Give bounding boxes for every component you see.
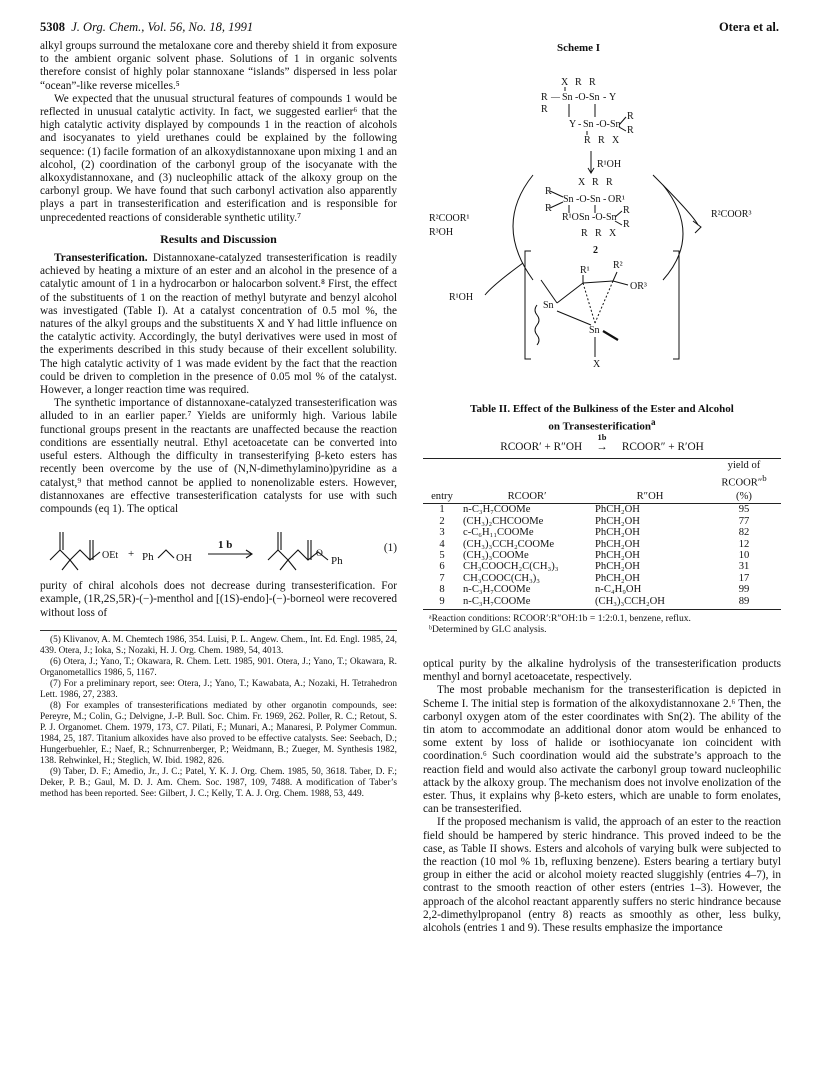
svg-text:X: X (561, 77, 569, 88)
svg-text:X: X (578, 177, 586, 188)
svg-text:Sn: Sn (590, 194, 601, 205)
running-header-authors: Otera et al. (718, 20, 779, 34)
volume-issue: Vol. 56, No. 18, 1991 (147, 20, 254, 34)
paragraph: purity of chiral alcohols does not decrease during transesterification. For example, (1R,2S,5R)-(−)-menthol and [(1S)-endo]-(−)-borneol were recovered without loss of (40, 580, 397, 619)
svg-text:Sn: Sn (562, 92, 573, 103)
table-title: Table II. Effect of the Bulkiness of the Ester and Alcohol on Transesterification$^a$ (470, 403, 734, 433)
cell-yield: 99 (738, 584, 750, 596)
equation-1 (40, 520, 397, 578)
cell-entry: 6 (439, 561, 445, 573)
svg-text:R: R (541, 104, 548, 115)
col-header-ester: RCOOR′ (461, 490, 593, 504)
data-table: yield of RCOOR″$^b$ entry RCOOR′ R″OH (%) 1 n-C₃H₇COOMe PhCH₂OH 95 2 (CH₃)₂CHCOOMe PhCH₂OH 77 3 c-C₆H₁₁COOMe PhCH₂OH 82 4 (CH₃)₃CCH₂COOMe PhCH₂OH 12 5 (CH₃)₃COOMe PhCH₂OH 10 6 CH₃COOCH₂C(CH₃)₃ PhCH₂OH 31 7 CH₃COOC(CH₃)₃ PhCH₂OH 17 8 n-C₃H₇COOMe n-C₄H₉OH 99 9 n-C₃H₇COOMe (CH₃)₃CCH₂OH 89 (423, 458, 781, 610)
table-footnotes (423, 613, 781, 635)
svg-text:-O-: -O- (575, 92, 589, 103)
equation-1-structure (40, 520, 397, 578)
paragraph: If the proposed mechanism is valid, the approach of an ester to the reaction field should be hampered by steric hindrance. This proved indeed to be the case, as Table II shows. Esters and alcohols of varying bulk were subjected to the reaction (10 mol % 1b, refluxing benzene). Esters bearing a tertiary butyl group in either the acid or alcohol moiety reacted sluggishly (entries 4–7), in contrast to the smooth reaction of other esters (entries 1–3). However, the approach of the alcohol reactant apparently suffers no steric hindrance because 2,2-dimethylpropanol (entry 8) reacts as smoothly as other, less bulky, alcohols (entries 1 and 9). These results emphasize the importance (423, 816, 781, 935)
eq-oh-label: OH (176, 552, 192, 565)
svg-text:-O-: -O- (576, 194, 590, 205)
paragraph (40, 252, 397, 397)
paragraph: The most probable mechanism for the transesterification is depicted in Scheme I. The initial step is formation of the alkoxydistannoxane 2.⁶ Then, the carbonyl oxygen atom of the ester coordinates with Sn(2). The ability of the tin atom to accommodate an additional donor atom would be enhanced to some extent by loss of halide or isothiocyanate ion coincident with coordination.⁶ Such coordination would aid the substrate’s approach to the reaction field and would also activate the carbonyl group toward nucleophilic attack by the alkoxy group. The mechanism does not involve enolization of the ester. Thus, it explains why β-keto esters, which are unable to form enolates, can be transesterified. (423, 684, 781, 816)
cell-yield: 95 (738, 504, 750, 516)
table-row (423, 596, 781, 610)
reagent-r2coor1: R²COOR¹ (429, 213, 470, 224)
svg-text:Sn: Sn (563, 194, 574, 205)
table-row (423, 504, 781, 516)
svg-text:Sn: Sn (589, 325, 600, 336)
paragraph: optical purity by the alkaline hydrolysis of the transesterification products menthyl and bornyl acetoacetate, respectively. (423, 658, 781, 684)
paragraph-text: Distannoxane-catalyzed transesterification is readily achieved by heating a mixture of an ester and an alcohol in the presence of a catalytic amount of 1 in a hydrocarbon or halocarbon solvent.⁸ First, the effect of the substituents of 1 on the reaction of methyl butyrate and benzyl alcohol was investigated (Table I). At a catalyst concentration of 0.5 mol %, the natures of the alkyl groups and the substituents X and Y had little influence on the catalytic activity. Accordingly, the butyl derivatives were used in most of the experiments described in this study because of their excellent solubility. The high catalytic activity of 1 was made evident by the fact that the reaction could be driven to completion in the presence of 0.05 mol % of the catalyst. However, a longer reaction time was required. (40, 252, 397, 397)
eq-ph-label: Ph (142, 551, 154, 564)
compound-2-label: 2 (593, 245, 598, 256)
svg-text:—: — (551, 92, 560, 102)
table-row (423, 573, 781, 584)
section-heading: Results and Discussion (160, 231, 277, 246)
svg-text:R²: R² (613, 260, 623, 271)
table-row (423, 539, 781, 550)
cell-entry: 8 (439, 584, 445, 596)
table-footnote: ᵇDetermined by GLC analysis. (429, 624, 547, 636)
svg-text:R: R (545, 203, 552, 214)
table-2 (423, 403, 781, 635)
equation-number: (1) (383, 542, 397, 555)
cell-yield: 10 (738, 550, 750, 562)
svg-text:R: R (541, 92, 548, 103)
svg-text:Sn: Sn (579, 212, 590, 223)
product-r1oh: R¹OH (449, 292, 474, 303)
svg-text:Sn: Sn (610, 119, 621, 130)
reagent-r3oh: R³OH (429, 227, 454, 238)
cell-ester: n-C₃H₇COOMe (463, 584, 531, 596)
running-header-left (40, 20, 253, 35)
eq-product-ph: Ph (331, 555, 343, 568)
svg-text:R: R (623, 219, 630, 230)
svg-text:R: R (627, 111, 634, 122)
cell-entry: 5 (439, 550, 445, 562)
cell-ester: n-C₃H₇COOMe (463, 504, 531, 516)
cell-ester: CH₃COOCH₂C(CH₃)₃ (463, 561, 559, 573)
cell-alcohol: PhCH₂OH (595, 572, 640, 584)
table-footnote: ᵃReaction conditions: RCOOR′:R″OH:1b = 1:2:0.1, benzene, reflux. (429, 613, 691, 625)
svg-text:-O-: -O- (596, 119, 610, 130)
cell-entry: 4 (439, 538, 445, 550)
cell-yield: 89 (707, 596, 781, 610)
product-r2coor3: R²COOR³ (711, 209, 752, 220)
references (40, 630, 397, 800)
svg-text:R: R (606, 177, 613, 188)
svg-text:Y: Y (609, 92, 617, 103)
eq-catalyst-label: 1 b (218, 539, 233, 552)
paragraph: alkyl groups surround the metaloxane core and thereby shield it from exposure to the ambient organic solvent phase. Solutions of 1 in organic solvents therefore consist of highly polar stannoxane “islands” dispersed in less polar “ocean”-like reverse micelles.⁵ (40, 40, 397, 92)
cell-ester: c-C₆H₁₁COOMe (463, 527, 534, 539)
cell-alcohol: PhCH₂OH (595, 538, 640, 550)
left-column (40, 40, 397, 800)
cell-alcohol: PhCH₂OH (595, 561, 640, 573)
table-row (423, 516, 781, 527)
cell-yield: 31 (738, 561, 750, 573)
cell-entry: 1 (439, 504, 445, 516)
cell-ester: CH₃COOC(CH₃)₃ (463, 572, 541, 584)
reference-item: (8) For examples of transesterifications mediated by other organotin compounds, see: Pereyre, M.; Colin, G.; Delvigne, J.-P. Bull. Soc. Chim. Fr. 1969, 262. Poller, R. C.; Retout, S. P. J. Organomet. Chem. 1979, 173, C7. Pilati, F.; Munari, A.; Manaresi, P. Polymer Commun. 1984, 25, 187. Titanium alkoxides have also proved to be effective catalysts. See: Seebach, D.; Hungerbuehler, E.; Naef, R.; Schnurrenberger, P.; Weidmann, B.; Zueger, M. Synthesis 1982, 138. Rehwinkel, H.; Steglich, W. Ibid. 1982, 826. (40, 700, 397, 766)
svg-text:R: R (575, 77, 582, 88)
cell-ester: n-C₃H₇COOMe (461, 596, 593, 610)
reference-item: (7) For a preliminary report, see: Otera, J.; Yano, T.; Kawabata, A.; Nozaki, H. Tetrahedron Lett. 1986, 27, 2383. (40, 678, 397, 700)
paragraph: We expected that the unusual structural features of compounds 1 would be reflected in unusual catalytic activity. In fact, we suggested earlier⁶ that the high catalytic activity displayed by compounds 1 in the reaction of alcohols and isocyanates to yield urethanes could be explained by the following sequence: (1) facile formation of an alkoxydistannoxane upon mixing 1 and an alcohol, (2) coordination of the carbonyl group of the isocyanate with the alkoxydistannoxane, and (3) nucleophilic attack of the alkoxy group on the carbonyl group. We have found that such carbonyl activation also apparently plays a part in transesterification and esterification and is responsible for unprecedented reactions of considerable synthetic utility.⁷ (40, 92, 397, 224)
svg-text:R: R (623, 205, 630, 216)
svg-text:-: - (578, 119, 582, 130)
cell-alcohol: (CH₃)₃CCH₂OH (593, 596, 707, 610)
svg-text:X: X (593, 359, 601, 370)
col-header-yield: (%) (707, 490, 781, 504)
cell-yield: 77 (738, 515, 750, 527)
eq-oet-label: OEt (102, 550, 119, 562)
table-row (423, 527, 781, 538)
cell-yield: 17 (738, 572, 750, 584)
svg-text:R: R (595, 228, 602, 239)
svg-text:O: O (316, 549, 323, 560)
svg-text:Sn: Sn (606, 212, 617, 223)
eq-plus: + (128, 548, 135, 561)
cell-yield: 82 (738, 527, 750, 539)
cell-entry: 9 (423, 596, 461, 610)
svg-text:R: R (598, 135, 605, 146)
reference-item: (9) Taber, D. F.; Amedio, Jr., J. C.; Patel, Y. K. J. Org. Chem. 1985, 50, 3618. Taber, D. F.; Deker, P. B.; Gaul, M. D. J. Am. Chem. Soc. 1987, 109, 7488. A modification of Taber’s method has been reported. See: Gilbert, J. C.; Kelly, T. A. J. Org. Chem. 1988, 53, 449. (40, 766, 397, 799)
svg-text:R¹O: R¹O (562, 212, 579, 223)
svg-text:R: R (581, 228, 588, 239)
col-header-alcohol: R″OH (593, 490, 707, 504)
cell-ester: (CH₃)₂CHCOOMe (463, 515, 544, 527)
svg-text:OR³: OR³ (630, 281, 647, 292)
col-header-entry: entry (423, 490, 461, 504)
page-number: 5308 (40, 20, 65, 34)
svg-text:X: X (612, 135, 620, 146)
table-equation: RCOOR′ + R″OH 1b → RCOOR″ + R′OH (500, 431, 704, 453)
right-column (423, 658, 781, 935)
scheme-title: Scheme I (557, 42, 601, 54)
svg-text:-: - (603, 92, 607, 103)
table-row (423, 561, 781, 572)
cell-entry: 2 (439, 515, 445, 527)
reagent-r1oh: R¹OH (597, 159, 622, 170)
reference-item: (5) Klivanov, A. M. Chemtech 1986, 354. Luisi, P. L. Angew. Chem., Int. Ed. Engl. 1985, 24, 439. Otera, J.; Ioka, S.; Nozaki, H. J. Org. Chem. 1989, 54, 4013. (40, 634, 397, 656)
svg-text:-: - (603, 194, 607, 205)
cell-alcohol: PhCH₂OH (595, 504, 640, 516)
scheme-1-drawing (423, 55, 781, 375)
svg-text:R: R (545, 186, 552, 197)
cell-yield: 12 (738, 538, 750, 550)
svg-text:R: R (589, 77, 596, 88)
cell-ester: (CH₃)₃CCH₂COOMe (463, 538, 555, 550)
svg-text:Y: Y (569, 119, 577, 130)
cell-entry: 7 (439, 572, 445, 584)
cell-entry: 3 (439, 527, 445, 539)
svg-text:OR¹: OR¹ (608, 194, 625, 205)
svg-text:R: R (584, 135, 591, 146)
table-row (423, 550, 781, 561)
svg-text:Sn: Sn (583, 119, 594, 130)
paragraph: The synthetic importance of distannoxane-catalyzed transesterification was alluded to in an earlier paper.⁷ Yields are uniformly high. Various labile functional groups present in the reactants are unaffected because the reaction conditions are essentially neutral. Ethyl acetoacetate can be converted into useful esters. Although the difficulty in transesterifying β-keto esters has recently been overcome by the use of (N,N-dimethylamino)pyridine as a catalyst,⁹ that method cannot be applied to nonenolizable esters. However, distannoxanes are effective transesterification catalysts for use with such compounds (eq 1). The optical (40, 397, 397, 515)
cell-alcohol: PhCH₂OH (595, 515, 640, 527)
svg-text:Sn: Sn (543, 300, 554, 311)
reference-item: (6) Otera, J.; Yano, T.; Okawara, R. Chem. Lett. 1985, 901. Otera, J.; Yano, T.; Okawara, R. Organometallics 1986, 5, 1167. (40, 656, 397, 678)
svg-text:-O-: -O- (592, 212, 606, 223)
journal-name: J. Org. Chem., (71, 20, 145, 34)
svg-text:X: X (609, 228, 617, 239)
svg-text:R: R (592, 177, 599, 188)
svg-text:R: R (627, 125, 634, 136)
svg-text:Sn: Sn (589, 92, 600, 103)
scheme-1 (423, 55, 781, 375)
svg-text:R¹: R¹ (580, 265, 590, 276)
cell-ester: (CH₃)₃COOMe (463, 550, 529, 562)
table-row (423, 584, 781, 595)
cell-alcohol: PhCH₂OH (595, 527, 640, 539)
cell-alcohol: n-C₄H₉OH (595, 584, 642, 596)
run-in-heading: Transesterification. (54, 252, 148, 265)
cell-alcohol: PhCH₂OH (595, 550, 640, 562)
